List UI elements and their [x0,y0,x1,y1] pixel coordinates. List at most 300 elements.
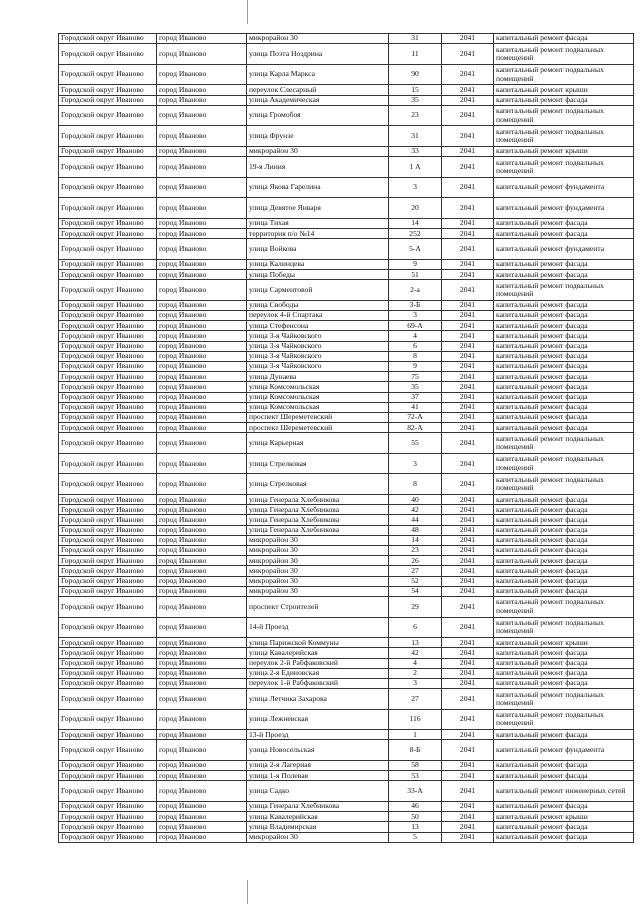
street-cell: улица Летчика Захарова [247,689,389,710]
street-cell: улица 3-я Чайковского [247,331,389,341]
locality-cell: город Иваново [157,658,247,668]
locality-cell: город Иваново [157,515,247,525]
table-row [59,515,634,525]
work-type-cell: капитальный ремонт фасада [494,34,634,44]
table-row [59,146,634,156]
table-row [59,525,634,535]
work-type-cell: капитальный ремонт фасада [494,535,634,545]
street-cell: улица Фрунзе [247,126,389,147]
municipality-cell: Городской округ Иваново [59,402,157,412]
work-type-cell: капитальный ремонт фасада [494,270,634,280]
locality-cell: город Иваново [157,95,247,105]
house-cell: 46 [389,802,442,812]
house-cell: 37 [389,392,442,402]
year-cell: 2041 [442,146,494,156]
house-cell: 5-А [389,239,442,260]
street-cell: улица 3-я Чайковского [247,341,389,351]
repair-schedule-table [58,33,634,843]
table-row [59,771,634,781]
work-type-cell: капитальный ремонт фасада [494,372,634,382]
municipality-cell: Городской округ Иваново [59,525,157,535]
year-cell: 2041 [442,311,494,321]
work-type-cell: капитальный ремонт фасада [494,658,634,668]
municipality-cell: Городской округ Иваново [59,341,157,351]
table-row [59,546,634,556]
year-cell: 2041 [442,372,494,382]
table-row [59,822,634,832]
year-cell: 2041 [442,300,494,310]
table-row [59,331,634,341]
municipality-cell: Городской округ Иваново [59,351,157,361]
street-cell: улица Победы [247,270,389,280]
table-row [59,157,634,178]
locality-cell: город Иваново [157,546,247,556]
municipality-cell: Городской округ Иваново [59,270,157,280]
work-type-cell: капитальный ремонт фасада [494,321,634,331]
locality-cell: город Иваново [157,423,247,433]
house-cell: 27 [389,566,442,576]
house-cell: 52 [389,576,442,586]
municipality-cell: Городской округ Иваново [59,709,157,730]
street-cell: микрорайон 30 [247,566,389,576]
table-row [59,321,634,331]
locality-cell: город Иваново [157,198,247,219]
municipality-cell: Городской округ Иваново [59,361,157,371]
work-type-cell: капитальный ремонт крыши [494,812,634,822]
house-cell: 41 [389,402,442,412]
house-cell: 4 [389,658,442,668]
street-cell: улица Карла Маркса [247,64,389,85]
work-type-cell: капитальный ремонт фасада [494,218,634,228]
municipality-cell: Городской округ Иваново [59,802,157,812]
year-cell: 2041 [442,525,494,535]
house-cell: 14 [389,218,442,228]
street-cell: улица Сарментовой [247,280,389,301]
municipality-cell: Городской округ Иваново [59,546,157,556]
locality-cell: город Иваново [157,740,247,761]
work-type-cell: капитальный ремонт крыши [494,638,634,648]
house-cell: 20 [389,198,442,219]
municipality-cell: Городской округ Иваново [59,300,157,310]
municipality-cell: Городской округ Иваново [59,280,157,301]
municipality-cell: Городской округ Иваново [59,321,157,331]
year-cell: 2041 [442,832,494,842]
locality-cell: город Иваново [157,351,247,361]
work-type-cell: капитальный ремонт фасада [494,556,634,566]
municipality-cell: Городской округ Иваново [59,44,157,65]
house-cell: 4 [389,331,442,341]
year-cell: 2041 [442,402,494,412]
locality-cell: город Иваново [157,64,247,85]
street-cell: 19-я Линия [247,157,389,178]
work-type-cell: капитальный ремонт фасада [494,668,634,678]
street-cell: микрорайон 30 [247,586,389,596]
locality-cell: город Иваново [157,617,247,638]
house-cell: 75 [389,372,442,382]
table-row [59,126,634,147]
work-type-cell: капитальный ремонт фасада [494,822,634,832]
work-type-cell: капитальный ремонт подвальных помещений [494,689,634,710]
municipality-cell: Городской округ Иваново [59,34,157,44]
house-cell: 6 [389,341,442,351]
table-row [59,832,634,842]
year-cell: 2041 [442,668,494,678]
municipality-cell: Городской округ Иваново [59,658,157,668]
year-cell: 2041 [442,85,494,95]
street-cell: улица Комсомольская [247,392,389,402]
locality-cell: город Иваново [157,321,247,331]
municipality-cell: Городской округ Иваново [59,535,157,545]
year-cell: 2041 [442,822,494,832]
street-cell: улица Комсомольская [247,402,389,412]
year-cell: 2041 [442,433,494,454]
street-cell: улица Новосельская [247,740,389,761]
year-cell: 2041 [442,566,494,576]
street-cell: улица Девятое Января [247,198,389,219]
table-row [59,596,634,617]
year-cell: 2041 [442,596,494,617]
locality-cell: город Иваново [157,812,247,822]
street-cell: улица 1-я Полевая [247,771,389,781]
year-cell: 2041 [442,638,494,648]
locality-cell: город Иваново [157,341,247,351]
locality-cell: город Иваново [157,157,247,178]
locality-cell: город Иваново [157,105,247,126]
municipality-cell: Городской округ Иваново [59,822,157,832]
street-cell: улица Карьерная [247,433,389,454]
work-type-cell: капитальный ремонт фасада [494,351,634,361]
house-cell: 23 [389,105,442,126]
year-cell: 2041 [442,229,494,239]
work-type-cell: капитальный ремонт фасада [494,525,634,535]
year-cell: 2041 [442,535,494,545]
street-cell: улица Громобоя [247,105,389,126]
year-cell: 2041 [442,709,494,730]
locality-cell: город Иваново [157,311,247,321]
street-cell: улица Якова Гарелина [247,177,389,198]
table-row [59,576,634,586]
work-type-cell: капитальный ремонт фасада [494,382,634,392]
locality-cell: город Иваново [157,596,247,617]
work-type-cell: капитальный ремонт подвальных помещений [494,474,634,495]
street-cell: проспект Шереметевский [247,423,389,433]
year-cell: 2041 [442,239,494,260]
year-cell: 2041 [442,157,494,178]
work-type-cell: капитальный ремонт фасада [494,566,634,576]
table-row [59,658,634,668]
municipality-cell: Городской округ Иваново [59,771,157,781]
house-cell: 8 [389,351,442,361]
year-cell: 2041 [442,361,494,371]
house-cell: 252 [389,229,442,239]
year-cell: 2041 [442,198,494,219]
house-cell: 82-А [389,423,442,433]
house-cell: 48 [389,525,442,535]
year-cell: 2041 [442,546,494,556]
street-cell: микрорайон 30 [247,146,389,156]
table-row [59,689,634,710]
locality-cell: город Иваново [157,229,247,239]
street-cell: микрорайон 30 [247,535,389,545]
municipality-cell: Городской округ Иваново [59,505,157,515]
municipality-cell: Городской округ Иваново [59,556,157,566]
locality-cell: город Иваново [157,218,247,228]
locality-cell: город Иваново [157,453,247,474]
work-type-cell: капитальный ремонт фасада [494,95,634,105]
locality-cell: город Иваново [157,361,247,371]
municipality-cell: Городской округ Иваново [59,64,157,85]
year-cell: 2041 [442,576,494,586]
municipality-cell: Городской округ Иваново [59,229,157,239]
house-cell: 23 [389,546,442,556]
table-row [59,648,634,658]
year-cell: 2041 [442,617,494,638]
work-type-cell: капитальный ремонт фасада [494,730,634,740]
locality-cell: город Иваново [157,638,247,648]
municipality-cell: Городской округ Иваново [59,126,157,147]
street-cell: 14-й Проезд [247,617,389,638]
work-type-cell: капитальный ремонт подвальных помещений [494,105,634,126]
municipality-cell: Городской округ Иваново [59,157,157,178]
municipality-cell: Городской округ Иваново [59,515,157,525]
table-row [59,812,634,822]
year-cell: 2041 [442,34,494,44]
street-cell: улица Академическая [247,95,389,105]
locality-cell: город Иваново [157,146,247,156]
locality-cell: город Иваново [157,433,247,454]
year-cell: 2041 [442,351,494,361]
work-type-cell: капитальный ремонт подвальных помещений [494,280,634,301]
table-row [59,668,634,678]
work-type-cell: капитальный ремонт фасада [494,331,634,341]
table-row [59,638,634,648]
work-type-cell: капитальный ремонт подвальных помещений [494,453,634,474]
table-row [59,535,634,545]
table-row [59,781,634,802]
street-cell: улица Стрелковая [247,453,389,474]
work-type-cell: капитальный ремонт подвальных помещений [494,617,634,638]
municipality-cell: Городской округ Иваново [59,412,157,422]
locality-cell: город Иваново [157,331,247,341]
locality-cell: город Иваново [157,270,247,280]
municipality-cell: Городской округ Иваново [59,433,157,454]
locality-cell: город Иваново [157,525,247,535]
year-cell: 2041 [442,781,494,802]
house-cell: 69-А [389,321,442,331]
work-type-cell: капитальный ремонт подвальных помещений [494,157,634,178]
municipality-cell: Городской округ Иваново [59,668,157,678]
street-cell: переулок 2-й Рабфаковский [247,658,389,668]
locality-cell: город Иваново [157,535,247,545]
work-type-cell: капитальный ремонт фасада [494,546,634,556]
locality-cell: город Иваново [157,771,247,781]
table-body [59,34,634,843]
table-row [59,730,634,740]
table-row [59,412,634,422]
year-cell: 2041 [442,586,494,596]
table-row [59,270,634,280]
year-cell: 2041 [442,423,494,433]
street-cell: улица Поэта Ноздрина [247,44,389,65]
street-cell: улица Войкова [247,239,389,260]
table-row [59,105,634,126]
house-cell: 8 [389,474,442,495]
year-cell: 2041 [442,270,494,280]
table-row [59,505,634,515]
work-type-cell: капитальный ремонт крыши [494,146,634,156]
table-row [59,566,634,576]
locality-cell: город Иваново [157,44,247,65]
street-cell: улица Комсомольская [247,382,389,392]
work-type-cell: капитальный ремонт подвальных помещений [494,64,634,85]
house-cell: 33 [389,146,442,156]
year-cell: 2041 [442,218,494,228]
table-row [59,198,634,219]
street-cell: улица 3-я Чайковского [247,351,389,361]
work-type-cell: капитальный ремонт фасада [494,402,634,412]
locality-cell: город Иваново [157,495,247,505]
street-cell: микрорайон 30 [247,576,389,586]
work-type-cell: капитальный ремонт фасада [494,832,634,842]
house-cell: 42 [389,648,442,658]
street-cell: улица Владимирская [247,822,389,832]
work-type-cell: капитальный ремонт фасада [494,761,634,771]
street-cell: улица Кавалерийская [247,812,389,822]
street-cell: 13-й Проезд [247,730,389,740]
year-cell: 2041 [442,802,494,812]
work-type-cell: капитальный ремонт подвальных помещений [494,709,634,730]
house-cell: 31 [389,126,442,147]
table-row [59,64,634,85]
year-cell: 2041 [442,341,494,351]
year-cell: 2041 [442,331,494,341]
street-cell: улица Тихая [247,218,389,228]
year-cell: 2041 [442,453,494,474]
house-cell: 6 [389,617,442,638]
locality-cell: город Иваново [157,730,247,740]
work-type-cell: капитальный ремонт подвальных помещений [494,44,634,65]
table-row [59,361,634,371]
work-type-cell: капитальный ремонт фасада [494,259,634,269]
street-cell: улица Генерала Хлебникова [247,802,389,812]
table-row [59,95,634,105]
year-cell: 2041 [442,412,494,422]
year-cell: 2041 [442,474,494,495]
street-cell: микрорайон 30 [247,832,389,842]
work-type-cell: капитальный ремонт фасада [494,311,634,321]
locality-cell: город Иваново [157,709,247,730]
work-type-cell: капитальный ремонт фундамента [494,239,634,260]
street-cell: улица 2-я Единовская [247,668,389,678]
locality-cell: город Иваново [157,781,247,802]
year-cell: 2041 [442,771,494,781]
street-cell: переулок 1-й Рабфаковский [247,678,389,688]
year-cell: 2041 [442,44,494,65]
table-row [59,740,634,761]
year-cell: 2041 [442,556,494,566]
locality-cell: город Иваново [157,259,247,269]
municipality-cell: Городской округ Иваново [59,311,157,321]
work-type-cell: капитальный ремонт фасада [494,361,634,371]
year-cell: 2041 [442,280,494,301]
house-cell: 9 [389,259,442,269]
house-cell: 116 [389,709,442,730]
table-row [59,709,634,730]
house-cell: 58 [389,761,442,771]
street-cell: улица Генерала Хлебникова [247,525,389,535]
table-row [59,280,634,301]
municipality-cell: Городской округ Иваново [59,392,157,402]
municipality-cell: Городской округ Иваново [59,105,157,126]
work-type-cell: капитальный ремонт фундамента [494,740,634,761]
work-type-cell: капитальный ремонт фасада [494,300,634,310]
house-cell: 13 [389,638,442,648]
municipality-cell: Городской округ Иваново [59,95,157,105]
work-type-cell: капитальный ремонт фасада [494,412,634,422]
street-cell: улица Генерала Хлебникова [247,505,389,515]
table-row [59,239,634,260]
year-cell: 2041 [442,321,494,331]
house-cell: 31 [389,34,442,44]
locality-cell: город Иваново [157,505,247,515]
street-cell: переулок Слесарный [247,85,389,95]
street-cell: микрорайон 30 [247,34,389,44]
house-cell: 29 [389,596,442,617]
house-cell: 50 [389,812,442,822]
municipality-cell: Городской округ Иваново [59,259,157,269]
street-cell: улица Парижской Коммуны [247,638,389,648]
municipality-cell: Городской округ Иваново [59,678,157,688]
work-type-cell: капитальный ремонт фасада [494,229,634,239]
work-type-cell: капитальный ремонт фасада [494,576,634,586]
street-cell: территория п/о №14 [247,229,389,239]
municipality-cell: Городской округ Иваново [59,596,157,617]
municipality-cell: Городской округ Иваново [59,198,157,219]
municipality-cell: Городской округ Иваново [59,382,157,392]
table-row [59,372,634,382]
house-cell: 90 [389,64,442,85]
work-type-cell: капитальный ремонт крыши [494,85,634,95]
municipality-cell: Городской округ Иваново [59,474,157,495]
house-cell: 2-а [389,280,442,301]
street-cell: улица Калинцева [247,259,389,269]
municipality-cell: Городской округ Иваново [59,218,157,228]
table-row [59,556,634,566]
municipality-cell: Городской округ Иваново [59,740,157,761]
locality-cell: город Иваново [157,832,247,842]
locality-cell: город Иваново [157,126,247,147]
work-type-cell: капитальный ремонт фасада [494,423,634,433]
house-cell: 9 [389,361,442,371]
table-row [59,392,634,402]
binding-mark-bottom-center [247,880,248,904]
table-row [59,617,634,638]
locality-cell: город Иваново [157,556,247,566]
locality-cell: город Иваново [157,566,247,576]
table-row [59,300,634,310]
year-cell: 2041 [442,105,494,126]
locality-cell: город Иваново [157,85,247,95]
locality-cell: город Иваново [157,474,247,495]
year-cell: 2041 [442,505,494,515]
house-cell: 13 [389,822,442,832]
street-cell: улица Стефенсона [247,321,389,331]
municipality-cell: Городской округ Иваново [59,566,157,576]
street-cell: улица Кавалерийская [247,648,389,658]
house-cell: 1 А [389,157,442,178]
work-type-cell: капитальный ремонт подвальных помещений [494,596,634,617]
work-type-cell: капитальный ремонт фасада [494,392,634,402]
